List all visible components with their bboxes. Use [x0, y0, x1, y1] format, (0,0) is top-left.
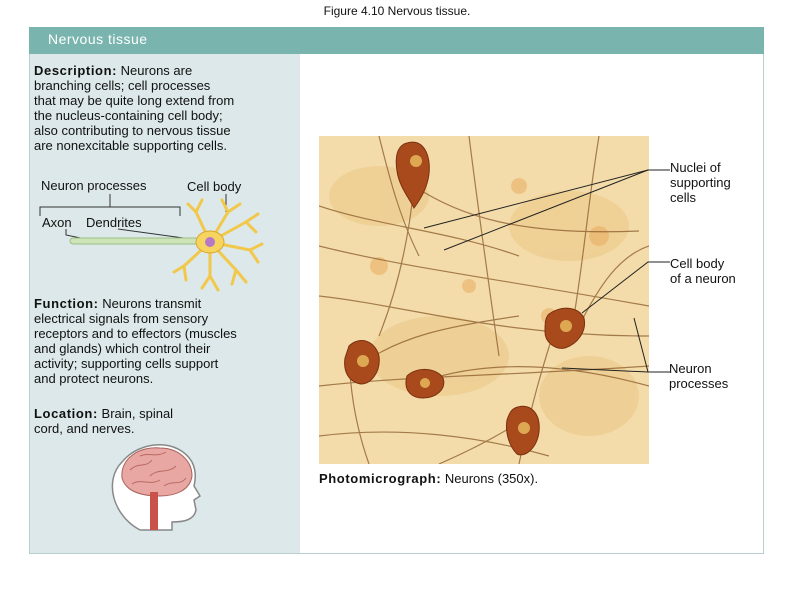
- photomicrograph-caption: [319, 471, 538, 486]
- function-line: electrical signals from sensory: [34, 311, 209, 326]
- location-line: cord, and nerves.: [34, 421, 135, 436]
- photomicrograph-image: [319, 136, 649, 464]
- function-line: receptors and to effectors (muscles: [34, 326, 237, 341]
- description-line: are nonexcitable supporting cells.: [34, 138, 227, 153]
- description-line: also contributing to nervous tissue: [34, 123, 231, 138]
- label-line: processes: [669, 376, 729, 391]
- label-cell-body: Cell body: [187, 179, 242, 194]
- description-line: that may be quite long extend from: [34, 93, 235, 108]
- location-text: [34, 406, 173, 436]
- label-line: of a neuron: [670, 271, 736, 286]
- description-line: branching cells; cell processes: [34, 78, 211, 93]
- function-line: and protect neurons.: [34, 371, 154, 386]
- label-neuron-processes: Neuron processes: [41, 178, 147, 193]
- function-line: Neurons transmit: [98, 296, 202, 311]
- location-heading: Location:: [34, 406, 98, 421]
- label-line: Neuron: [669, 361, 712, 376]
- label-line: supporting: [670, 175, 731, 190]
- photomicrograph: [319, 136, 649, 464]
- description-line: Neurons are: [117, 63, 193, 78]
- description-heading: Description:: [34, 63, 118, 78]
- label-line: Nuclei of: [670, 160, 721, 175]
- label-line: cells: [670, 190, 697, 205]
- caption-text: Neurons (350x).: [441, 471, 539, 486]
- caption-heading: Photomicrograph:: [319, 471, 442, 486]
- label-neuron-processes-photo: [669, 361, 728, 391]
- function-line: and glands) which control their: [34, 341, 211, 356]
- label-dendrites: Dendrites: [86, 215, 142, 230]
- function-line: activity; supporting cells support: [34, 356, 219, 371]
- location-line: Brain, spinal: [97, 406, 174, 421]
- function-heading: Function:: [34, 296, 99, 311]
- header-title: Nervous tissue: [48, 31, 148, 47]
- description-line: the nucleus-containing cell body;: [34, 108, 223, 123]
- label-line: Cell body: [670, 256, 725, 271]
- label-nuclei-supporting-cells: [670, 160, 731, 205]
- function-text: [34, 296, 237, 386]
- label-cell-body-neuron: [670, 256, 736, 286]
- label-axon: Axon: [42, 215, 72, 230]
- figure-title: Figure 4.10 Nervous tissue.: [323, 4, 471, 18]
- description-text: [34, 63, 234, 153]
